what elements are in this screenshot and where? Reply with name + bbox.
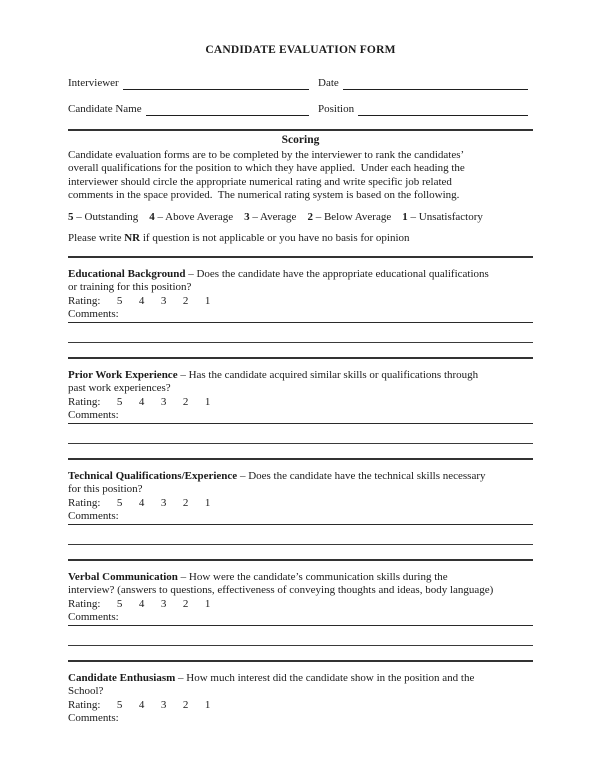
comment-blank-line-end[interactable] bbox=[68, 343, 533, 359]
rating-option-4[interactable]: 4 bbox=[138, 597, 145, 610]
section-candidate-enthusiasm bbox=[68, 672, 533, 726]
comment-blank-line[interactable] bbox=[68, 626, 533, 646]
section-title: Verbal Communication bbox=[68, 570, 178, 583]
scale-item-1: 1 – Unsatisfactory bbox=[402, 210, 483, 223]
comments-fill-line[interactable] bbox=[68, 611, 533, 626]
comment-blank-line-end[interactable] bbox=[68, 646, 533, 662]
scale-item-4: 4 – Above Average bbox=[149, 210, 234, 223]
comments-label: Comments: bbox=[68, 510, 119, 522]
section-technical-qualifications bbox=[68, 470, 533, 561]
comment-blank-line-end[interactable] bbox=[68, 444, 533, 460]
rating-label: Rating: bbox=[68, 395, 101, 408]
rating-option-5[interactable]: 5 bbox=[116, 395, 123, 408]
rating-option-3[interactable]: 3 bbox=[160, 698, 167, 711]
comments-label: Comments: bbox=[68, 611, 119, 623]
section-prior-work-experience bbox=[68, 369, 533, 460]
interviewer-date-row bbox=[68, 77, 533, 90]
section-title: Technical Qualifications/Experience bbox=[68, 469, 238, 482]
comments-fill-line[interactable] bbox=[68, 510, 533, 525]
comments-label: Comments: bbox=[68, 308, 119, 320]
rating-option-3[interactable]: 3 bbox=[160, 597, 167, 610]
comment-blank-line[interactable] bbox=[68, 525, 533, 545]
rating-option-4[interactable]: 4 bbox=[138, 496, 145, 509]
rating-option-2[interactable]: 2 bbox=[182, 597, 189, 610]
section-title: Prior Work Experience bbox=[68, 368, 178, 381]
comment-blank-line-end[interactable] bbox=[68, 545, 533, 561]
rating-option-2[interactable]: 2 bbox=[182, 395, 189, 408]
date-label: Date bbox=[318, 76, 339, 89]
comments-label-row bbox=[68, 712, 533, 726]
scale-item-2: 2 – Below Average bbox=[307, 210, 392, 223]
rating-row bbox=[68, 396, 533, 410]
section-educational-background bbox=[68, 268, 533, 359]
rating-label: Rating: bbox=[68, 698, 101, 711]
rating-option-5[interactable]: 5 bbox=[116, 496, 123, 509]
nr-note: Please write NR if question is not applicable or you have no basis for opinion bbox=[68, 232, 410, 244]
rating-row bbox=[68, 699, 533, 713]
rating-option-2[interactable]: 2 bbox=[182, 496, 189, 509]
rating-option-2[interactable]: 2 bbox=[182, 698, 189, 711]
comments-label: Comments: bbox=[68, 712, 119, 724]
comment-blank-line[interactable] bbox=[68, 424, 533, 444]
section-description: Educational Background – Does the candidate have the appropriate educational qualifications or training for this position? bbox=[68, 267, 489, 293]
candidate-name-label: Candidate Name bbox=[68, 102, 142, 115]
interviewer-label: Interviewer bbox=[68, 76, 119, 89]
rating-option-1[interactable]: 1 bbox=[204, 597, 211, 610]
rating-option-4[interactable]: 4 bbox=[138, 294, 145, 307]
rating-row bbox=[68, 295, 533, 309]
section-description: Candidate Enthusiasm – How much interest did the candidate show in the position and the School? bbox=[68, 671, 475, 697]
rating-label: Rating: bbox=[68, 294, 101, 307]
rating-row bbox=[68, 598, 533, 612]
rating-option-4[interactable]: 4 bbox=[138, 698, 145, 711]
candidate-name-field bbox=[68, 103, 309, 116]
scoring-instructions-line: comments in the space provided. The numerical rating system is based on the following. bbox=[68, 189, 460, 201]
rating-label: Rating: bbox=[68, 597, 101, 610]
scoring-instructions bbox=[68, 149, 533, 203]
comments-fill-line[interactable] bbox=[68, 409, 533, 424]
form-content bbox=[68, 0, 533, 726]
rating-option-1[interactable]: 1 bbox=[204, 698, 211, 711]
rating-option-5[interactable]: 5 bbox=[116, 698, 123, 711]
date-field bbox=[318, 77, 528, 90]
rating-option-3[interactable]: 3 bbox=[160, 395, 167, 408]
position-field bbox=[318, 103, 528, 116]
rating-option-1[interactable]: 1 bbox=[204, 395, 211, 408]
rating-label: Rating: bbox=[68, 496, 101, 509]
date-fill-line[interactable] bbox=[343, 77, 528, 90]
section-description: Technical Qualifications/Experience – Does the candidate have the technical skills necessary for this position? bbox=[68, 469, 486, 495]
position-label: Position bbox=[318, 102, 355, 115]
section-verbal-communication bbox=[68, 571, 533, 662]
rating-option-1[interactable]: 1 bbox=[204, 294, 211, 307]
comments-label: Comments: bbox=[68, 409, 119, 421]
interviewer-fill-line[interactable] bbox=[123, 77, 309, 90]
section-description: Verbal Communication – How were the candidate’s communication skills during the interview? (answers to questions, effectiveness of conveying thoughts and ideas, body language) bbox=[68, 570, 494, 596]
rating-option-2[interactable]: 2 bbox=[182, 294, 189, 307]
interviewer-field bbox=[68, 77, 309, 90]
scoring-instructions-line: interviewer should circle the appropriate numerical rating and write specific job related bbox=[68, 175, 452, 188]
rating-option-5[interactable]: 5 bbox=[116, 294, 123, 307]
candidate-position-row bbox=[68, 103, 533, 116]
scale-item-5: 5 – Outstanding bbox=[68, 210, 139, 223]
rating-scale-legend bbox=[68, 211, 533, 225]
scoring-instructions-line: Candidate evaluation forms are to be completed by the interviewer to rank the candidates’ bbox=[68, 148, 465, 161]
section-title: Educational Background bbox=[68, 267, 186, 280]
rating-option-4[interactable]: 4 bbox=[138, 395, 145, 408]
rating-option-3[interactable]: 3 bbox=[160, 496, 167, 509]
rating-option-1[interactable]: 1 bbox=[204, 496, 211, 509]
scoring-instructions-line: overall qualifications for the position to which they have applied. Under each heading the bbox=[68, 162, 465, 174]
rating-row bbox=[68, 497, 533, 511]
comment-blank-line[interactable] bbox=[68, 323, 533, 343]
section-separator-rule bbox=[68, 256, 533, 258]
scale-item-3: 3 – Average bbox=[244, 210, 297, 223]
rating-option-3[interactable]: 3 bbox=[160, 294, 167, 307]
comments-fill-line[interactable] bbox=[68, 308, 533, 323]
rating-option-5[interactable]: 5 bbox=[116, 597, 123, 610]
section-title: Candidate Enthusiasm bbox=[68, 671, 176, 684]
scoring-heading: Scoring bbox=[281, 134, 320, 146]
scoring-top-rule bbox=[68, 129, 533, 131]
candidate-name-fill-line[interactable] bbox=[146, 103, 309, 116]
position-fill-line[interactable] bbox=[358, 103, 528, 116]
page-title: CANDIDATE EVALUATION FORM bbox=[205, 44, 396, 56]
section-description: Prior Work Experience – Has the candidate acquired similar skills or qualifications through past work experiences? bbox=[68, 368, 479, 394]
